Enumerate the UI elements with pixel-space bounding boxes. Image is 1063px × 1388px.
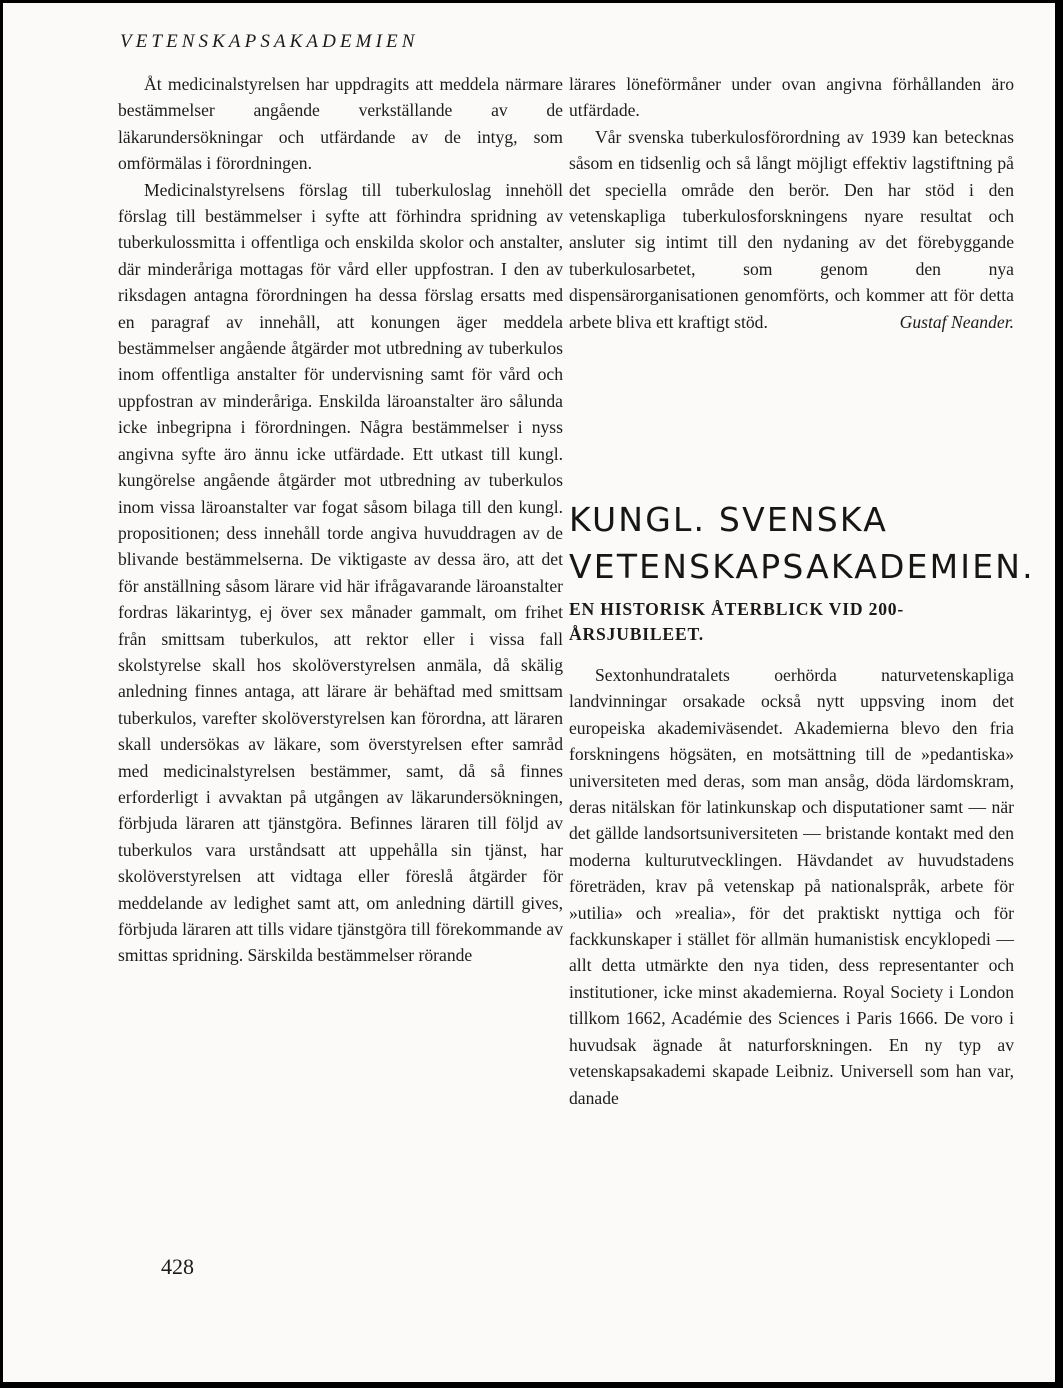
document-page bbox=[3, 3, 1055, 1382]
paragraph: Åt medicinalstyrelsen har uppdragits att meddela närmare bestämmelser angående verkställande av de läkarundersökningar och utfärdande av de intyg, som omförmälas i förordningen. bbox=[118, 74, 563, 174]
author-signature: Gustaf Neander. bbox=[899, 311, 1014, 332]
article-subtitle: EN HISTORISK ÅTERBLICK VID 200-ÅRSJUBILEET. bbox=[569, 599, 905, 644]
paragraph: Medicinalstyrelsens förslag till tuberkuloslag innehöll förslag till bestämmelser i syfte att förhindra spridning av tuberkulossmitta i offentliga och enskilda skolor och anstalter, där minderåriga mottagas för vård eller uppfostran. I den av riksdagen antagna förordningen ha dessa förslag ersatts med en paragraf av innehåll, att konungen äger meddela bestämmelser angående åtgärder mot utbredning av tuberkulos inom offentliga anstalter för undervisning samt för vård och uppfostran av minderåriga. Enskilda läroanstalter äro sålunda icke inbegripna i förordningen. Några bestämmelser i nyss angivna syfte äro ännu icke utfärdade. Ett utkast till kungl. kungörelse angående åtgärder mot utbredning av tuberkulos inom vissa läroanstalter var fogat såsom bilaga till den kungl. propositionen; dess innehåll torde angiva huvuddragen av de blivande bestämmelserna. De viktigaste av dessa äro, att det för anställning såsom lärare vid här ifrågavarande läroanstalter fordras läkarintyg, ej över sex månader gammalt, om frihet från smittsam tuberkulos, att rektor eller i vissa fall skolstyrelse skall hos skolöverstyrelsen anmäla, då skälig anledning finnes antaga, att lärare är behäftad med smittsam tuberkulos, varefter skolöverstyrelsen kan förordna, att läraren skall undersökas av läkare, som överstyrelsen efter samråd med medicinalstyrelsen bestämmer, samt, då så finnes erforderligt i avvaktan på utgången av läkarundersökningen, förbjuda läraren att tjänstgöra. Befinnes läraren till följd av tuberkulos vara urståndsatt att uppehålla sin tjänst, har skolöverstyrelsen att vidtaga eller föreslå åtgärder för meddelande av ledighet samt att, om anledning därtill gives, förbjuda läraren att tills vidare tjänstgöra till förekommande av smittas spridning. Särskilda bestämmelser rörande bbox=[118, 179, 563, 966]
article-title: KUNGL. SVENSKA VETENSKAPSAKADEMIEN. bbox=[569, 500, 1035, 586]
left-column bbox=[118, 71, 563, 969]
right-column-upper bbox=[569, 71, 1014, 335]
closing-paragraph bbox=[569, 124, 1014, 335]
paragraph-continuation: lärares löneförmåner under ovan angivna förhållanden äro utfärdade. bbox=[569, 74, 1014, 121]
page-number: 428 bbox=[161, 1254, 194, 1279]
closing-paragraph-text: Vår svenska tuberkulosförordning av 1939 kan betecknas såsom en tidsenlig och så långt möjligt effektiv lagstiftning på det speciella område den berör. Den har stöd i den vetenskapliga tuberkulosforskningens nyare resultat och ansluter sig intimt till den nydaning av det förebyggande tuberkulosarbetet, som genom den nya dispensärorganisationen genomförts, och kommer att för detta arbete bliva ett kraftigt stöd. bbox=[569, 126, 1014, 332]
article-body bbox=[569, 662, 1014, 1111]
paragraph: Sextonhundratalets oerhörda naturvetenskapliga landvinningar orsakade också nytt uppsving inom det europeiska akademiväsendet. Akademierna blevo den fria forskningens högsäten, en motsättning till de »pedantiska» universiteten med deras, som man ansåg, döda lärdomskram, deras nitälskan för latinkunskap och disputationer samt — när det gällde landsortsuniversiteten — bristande kontakt med den moderna kulturutvecklingen. Hävdandet av huvudstadens företräden, krav på vetenskap på nationalspråk, arbete för »utilia» och »realia», för det praktiskt nyttiga och för fackkunskaper i stället för allmän humanistisk encyklopedi — allt detta utmärkte den nya tiden, dess representanter och institutioner, icke minst akademierna. Royal Society i London tillkom 1662, Académie des Sciences i Paris 1666. De voro i huvudsak ägnade åt naturforskningen. En ny typ av vetenskapsakademi skapade Leibniz. Universell som han var, danade bbox=[569, 665, 1014, 1108]
running-head: VETENSKAPSAKADEMIEN bbox=[120, 31, 419, 52]
